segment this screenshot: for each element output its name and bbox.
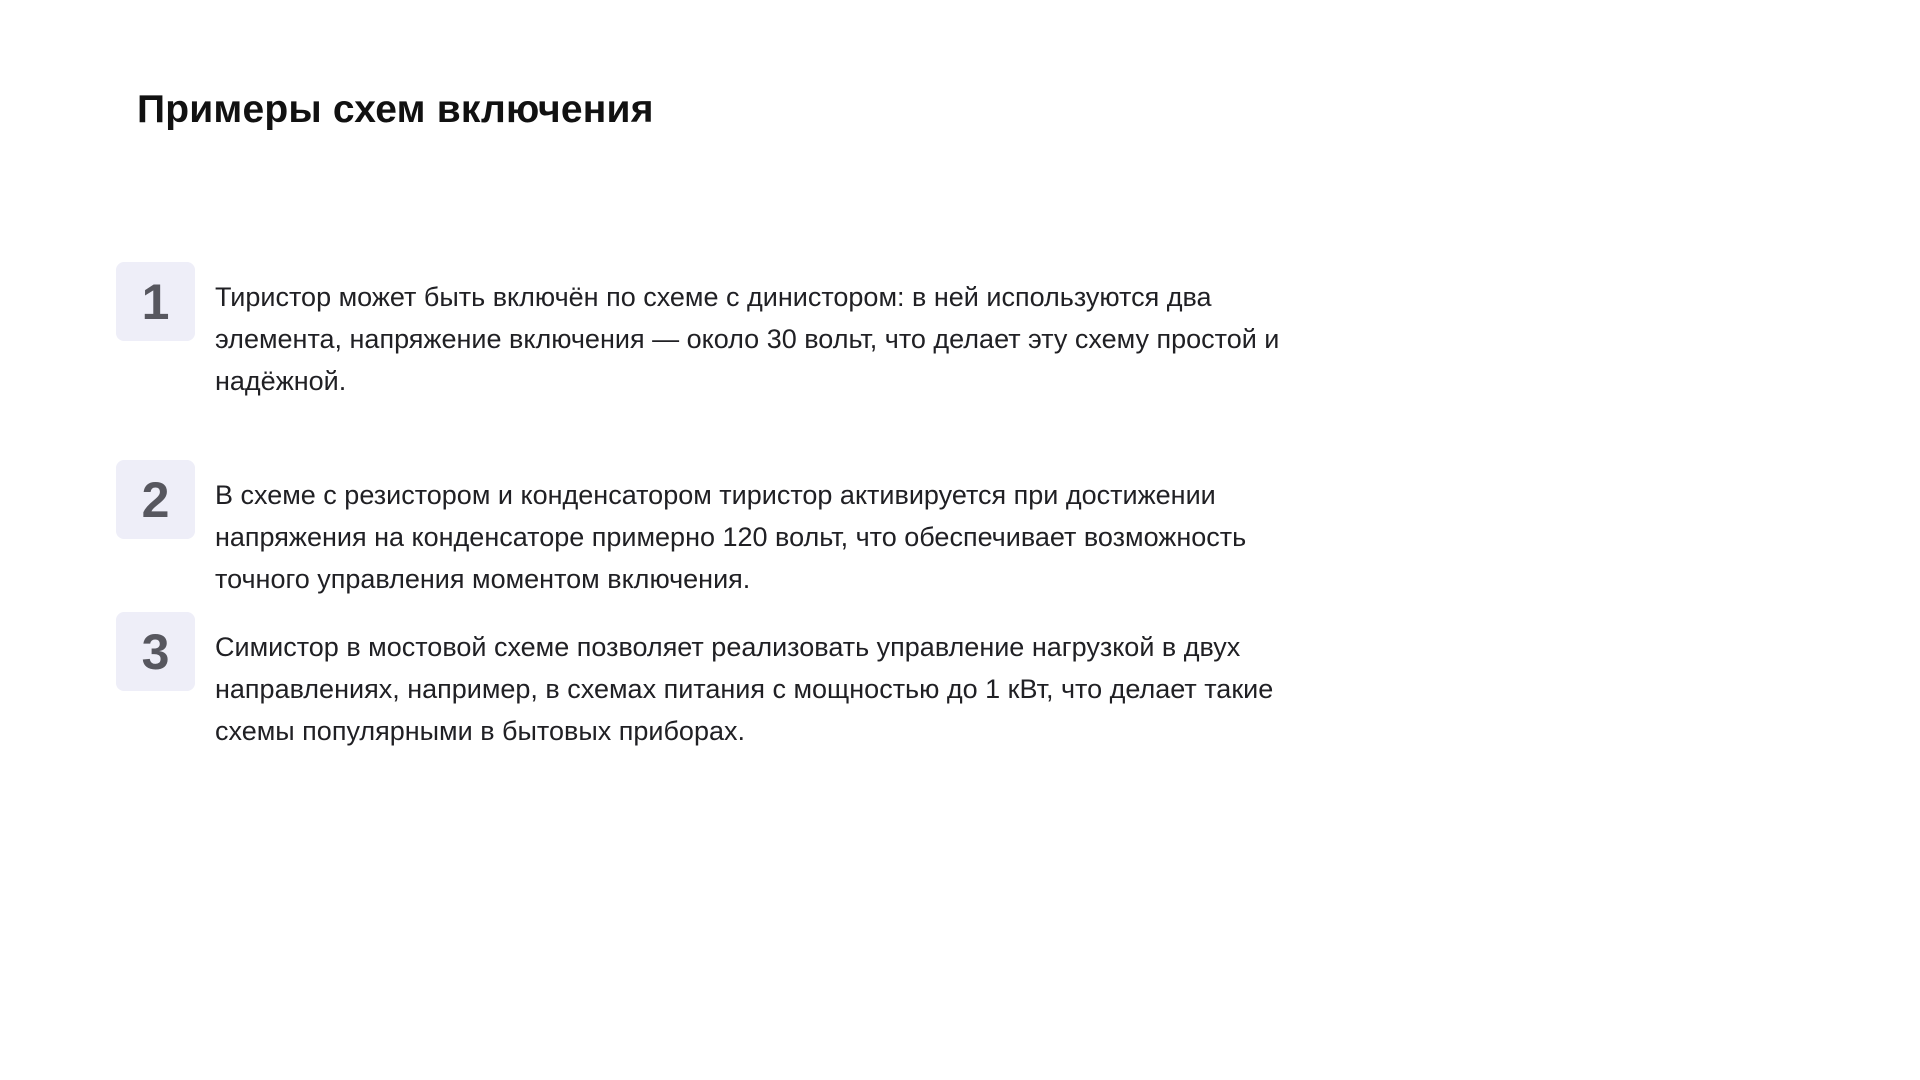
list-item [116,612,1335,752]
item-text: Тиристор может быть включён по схеме с динистором: в ней используются два элемента, напряжение включения — около 30 вольт, что делает эту схему простой и надёжной. [215,282,1280,396]
item-text: Симистор в мостовой схеме позволяет реализовать управление нагрузкой в двух направлениях, например, в схемах питания с мощностью до 1 кВт, что делает такие схемы популярными в бытовых приборах. [215,632,1274,746]
list-item [116,460,1335,600]
badge-number: 1 [141,273,170,330]
number-badge [116,460,195,539]
list-item [116,262,1335,402]
badge-number: 3 [141,623,170,680]
item-text: В схеме с резистором и конденсатором тиристор активируется при достижении напряжения на конденсаторе примерно 120 вольт, что обеспечивает возможность точного управления моментом включения. [215,480,1247,594]
number-badge [116,262,195,341]
page-title: Примеры схем включения [137,88,654,131]
number-badge [116,612,195,691]
badge-number: 2 [141,471,170,528]
